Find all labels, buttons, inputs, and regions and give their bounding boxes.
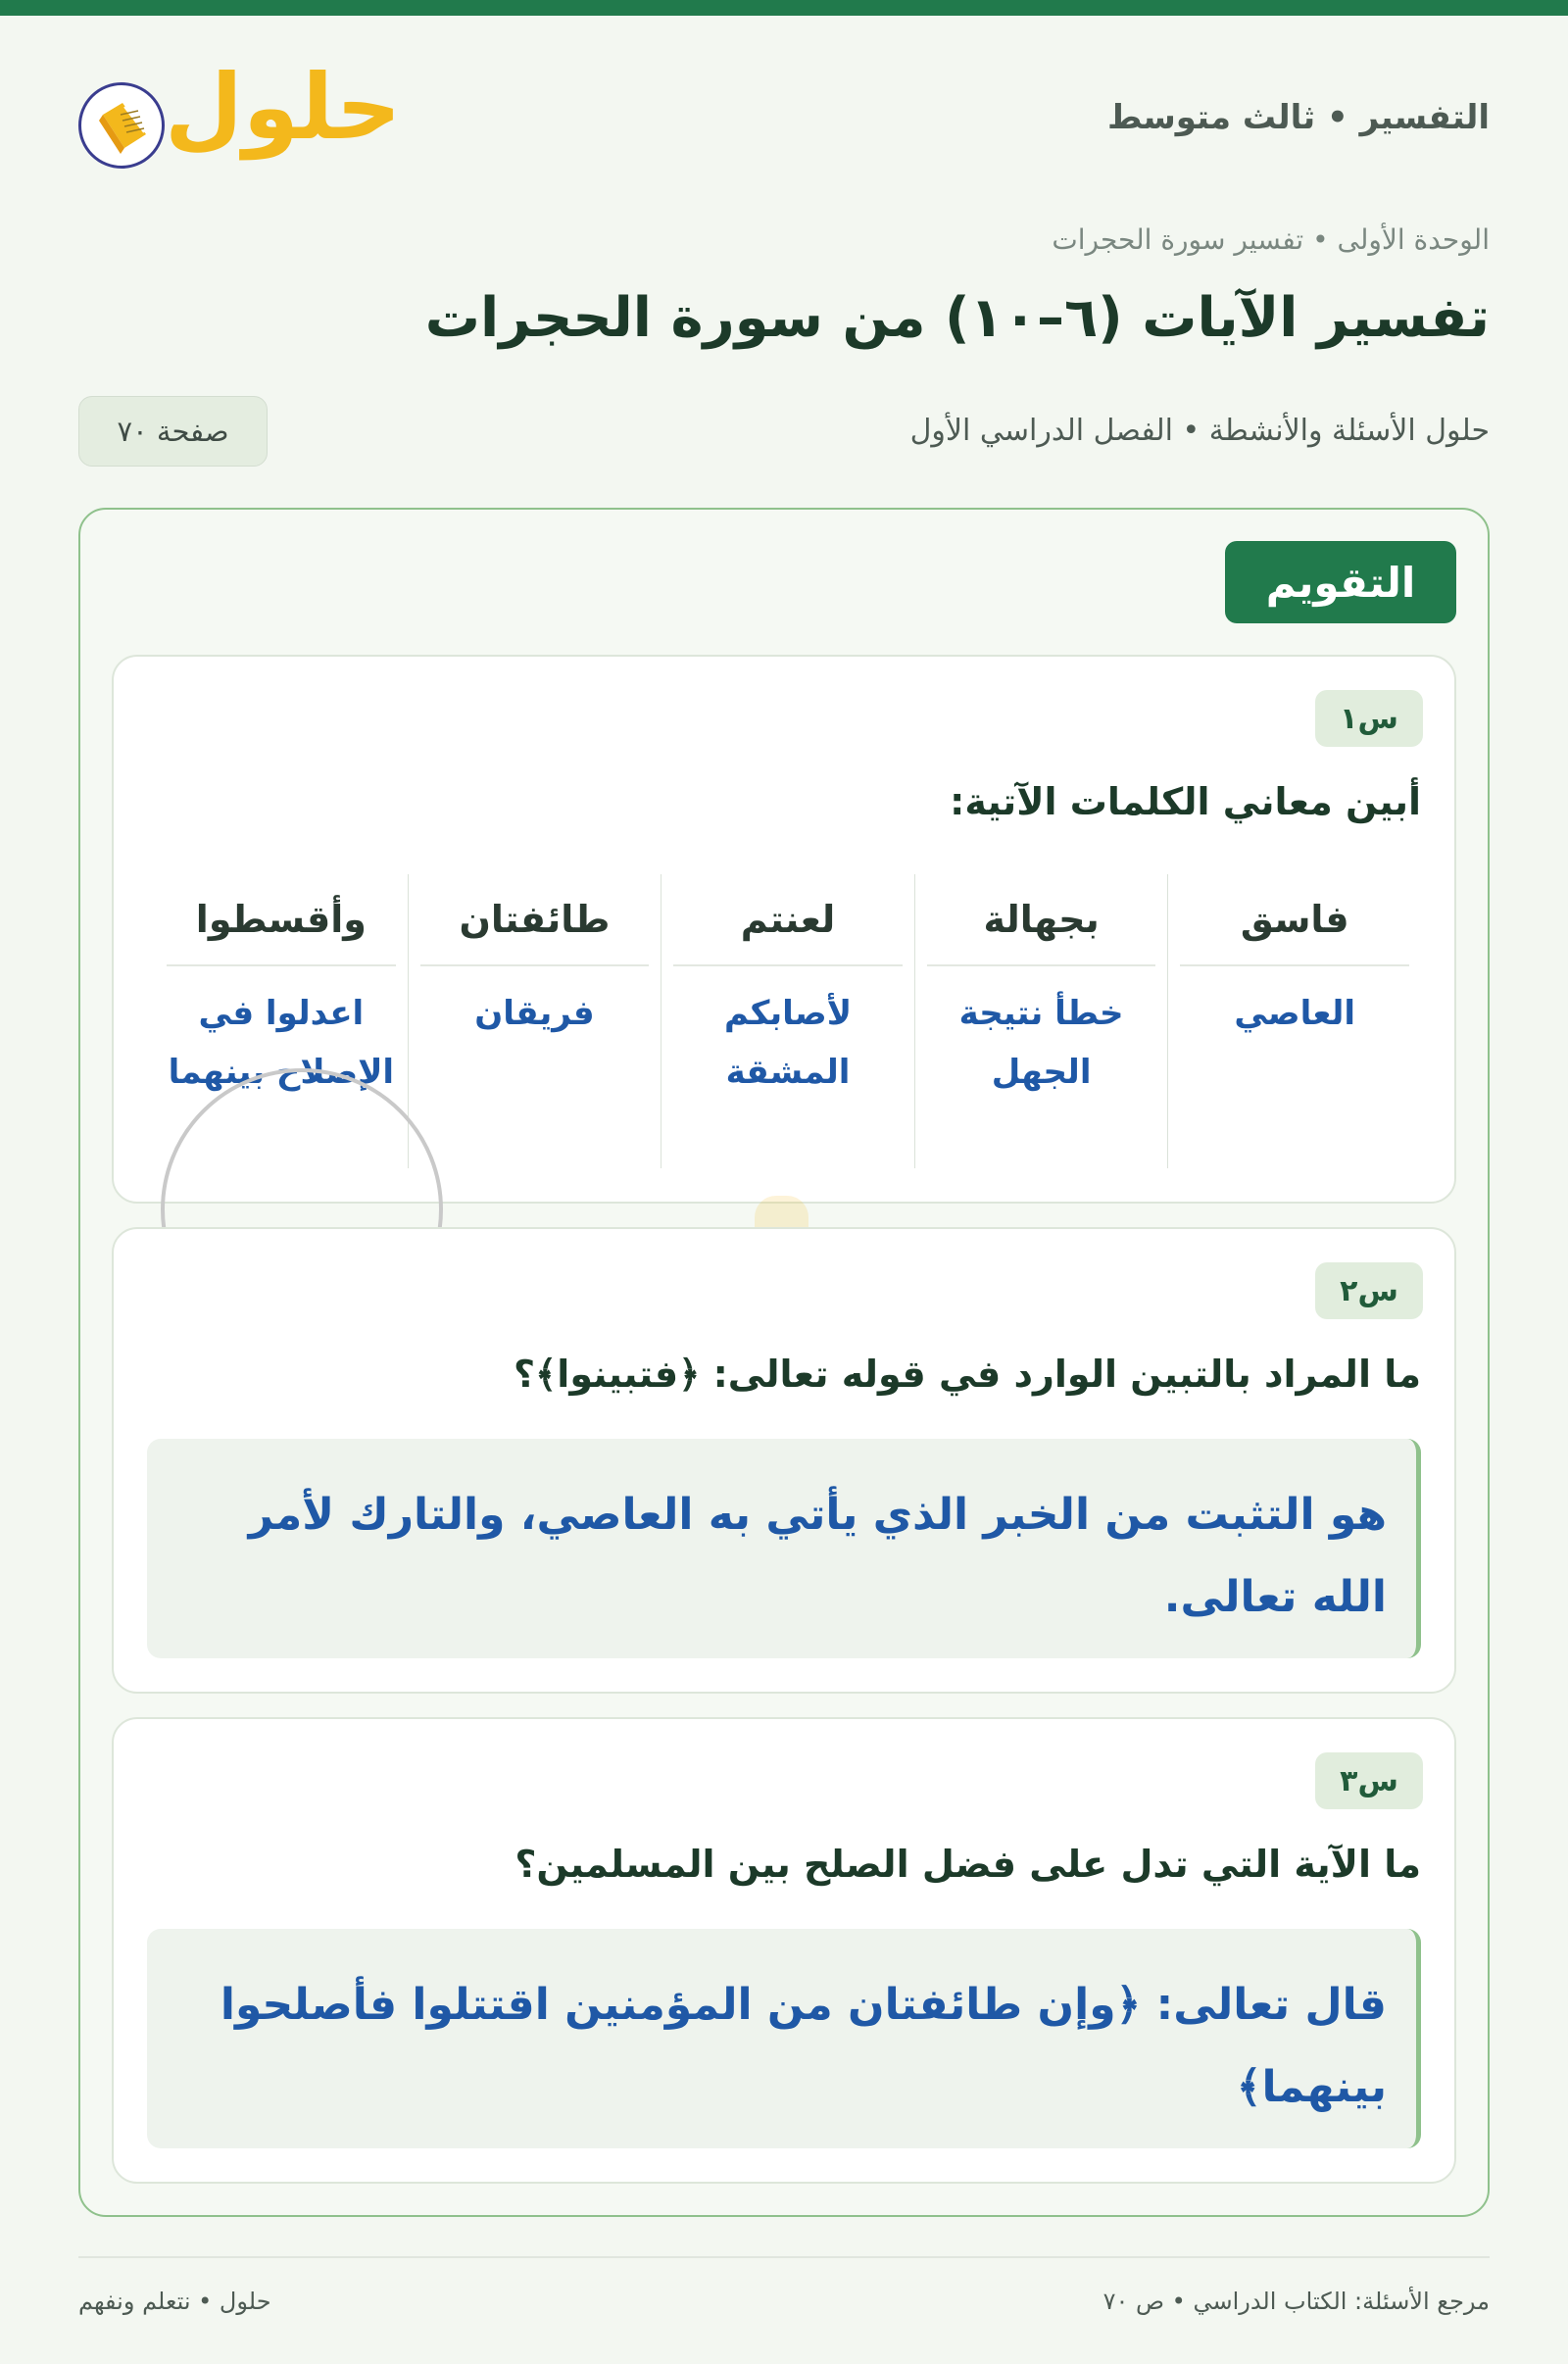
logo[interactable]	[78, 55, 402, 186]
vocab-meaning: العاصي	[1234, 994, 1356, 1033]
vocab-column	[914, 874, 1168, 1168]
vocab-column	[408, 874, 662, 1168]
question-badge: س٣	[1315, 1752, 1423, 1809]
vocab-word: وأقسطوا	[167, 874, 396, 966]
vocab-meaning: اعدلوا في الإصلاح بينهما	[168, 994, 395, 1092]
question-text: أبين معاني الكلمات الآتية:	[950, 780, 1421, 823]
question-badge: س٢	[1315, 1262, 1423, 1319]
page-subtitle: حلول الأسئلة والأنشطة • الفصل الدراسي الأول	[909, 414, 1490, 448]
evaluation-section	[78, 508, 1490, 2217]
vocab-column	[1167, 874, 1421, 1168]
footer-divider	[78, 2256, 1490, 2258]
vocab-word: فاسق	[1180, 874, 1409, 966]
page-title: تفسير الآيات (٦–١٠) من سورة الحجرات	[424, 286, 1490, 350]
question-text: ما المراد بالتبين الوارد في قوله تعالى: ﴿فتبينوا﴾؟	[514, 1353, 1421, 1396]
logo-wordmark: حلول	[165, 55, 402, 160]
section-title: التقويم	[1225, 541, 1456, 623]
answer-box: قال تعالى: ﴿وإن طائفتان من المؤمنين اقتتلوا فأصلحوا بينهما﴾	[147, 1929, 1421, 2148]
breadcrumb: الوحدة الأولى • تفسير سورة الحجرات	[1052, 223, 1490, 256]
question-text: ما الآية التي تدل على فضل الصلح بين المسلمين؟	[514, 1843, 1421, 1886]
footer-brand: حلول • نتعلم ونفهم	[78, 2288, 271, 2315]
vocab-word: طائفتان	[420, 874, 650, 966]
subject-label: التفسير • ثالث متوسط	[1106, 98, 1490, 137]
question-card-3	[112, 1717, 1456, 2184]
question-card-2	[112, 1227, 1456, 1694]
vocab-meaning: خطأ نتيجة الجهل	[958, 994, 1124, 1092]
footer-reference: مرجع الأسئلة: الكتاب الدراسي • ص ٧٠	[1102, 2288, 1490, 2315]
vocab-meaning: لأصابكم المشقة	[723, 994, 853, 1092]
vocab-column	[661, 874, 914, 1168]
answer-box: هو التثبت من الخبر الذي يأتي به العاصي، والتارك لأمر الله تعالى.	[147, 1439, 1421, 1658]
top-accent-bar	[0, 0, 1568, 16]
page-header	[78, 55, 1490, 186]
question-badge: س١	[1315, 690, 1423, 747]
vocab-word: بجهالة	[927, 874, 1156, 966]
vocab-meaning: فريقان	[474, 994, 595, 1033]
book-icon	[78, 82, 165, 169]
vocab-word: لعنتم	[673, 874, 903, 966]
page-number-badge: صفحة ٧٠	[78, 396, 268, 467]
